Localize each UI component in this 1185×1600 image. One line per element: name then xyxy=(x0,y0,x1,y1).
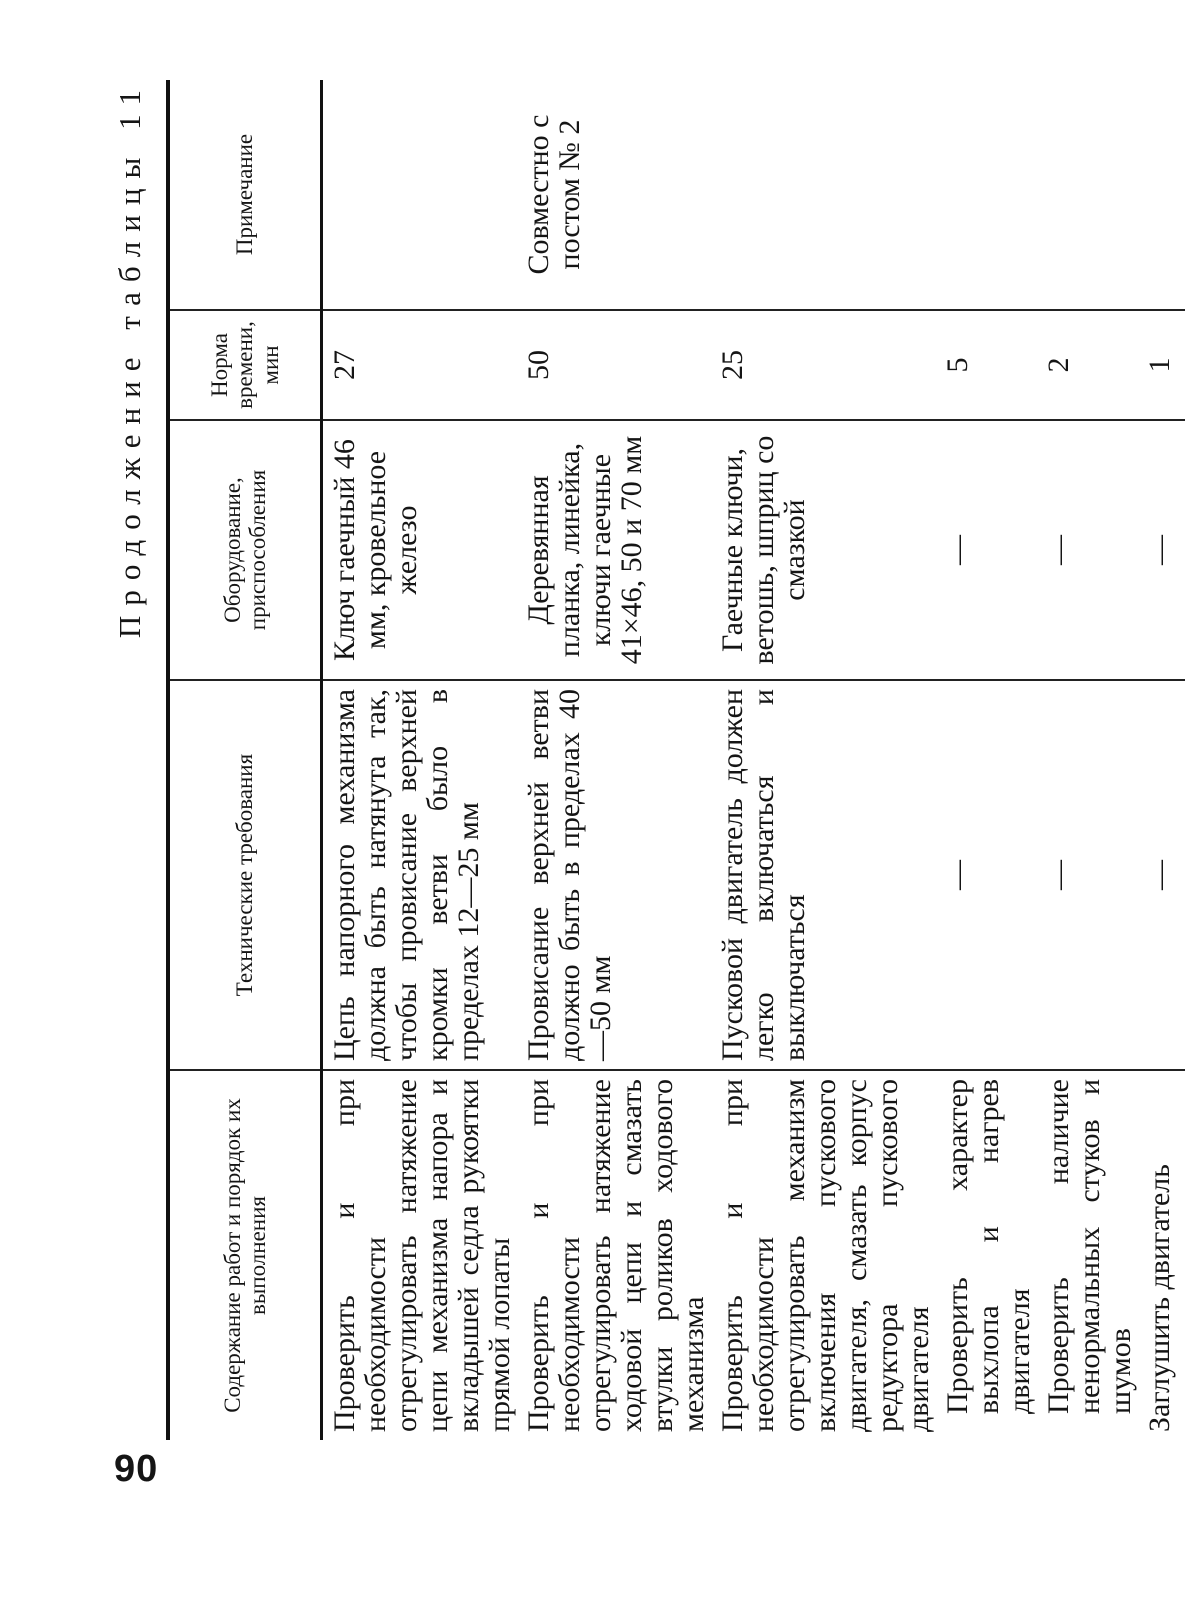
cell-time: 2 xyxy=(1037,310,1138,420)
cell-work: Проверить наличие ненормальных стуков и шумов xyxy=(1042,1079,1137,1414)
cell-requirements: Пусковой двигатель должен легко включаться и выключаться xyxy=(711,680,936,1070)
table-header-row xyxy=(168,80,322,1440)
cell-note xyxy=(936,80,1037,310)
cell-note xyxy=(322,80,518,310)
header-requirements: Технические требования xyxy=(168,680,322,1070)
cell-equipment: Ключ гаечный 46 мм, кровельное железо xyxy=(322,420,518,680)
maintenance-table xyxy=(166,80,1185,1440)
cell-equipment: — xyxy=(936,420,1037,680)
cell-time: 50 xyxy=(517,310,711,420)
cell-requirements: — xyxy=(1037,680,1138,1070)
cell-work: Проверить и при необходимости отрегулировать натяжение ходовой цепи и смазать втулки роликов ходового механизма xyxy=(522,1079,710,1432)
cell-requirements: — xyxy=(936,680,1037,1070)
table-row xyxy=(711,80,936,1440)
cell-work: Заглушить двигатель xyxy=(1143,1164,1176,1432)
cell-time: 27 xyxy=(322,310,518,420)
cell-work: Проверить и при необходимости отрегулировать натяжение цепи механизма напора и вкладышей седла рукоятки прямой лопаты xyxy=(328,1079,516,1432)
cell-time: 1 xyxy=(1138,310,1185,420)
cell-equipment: Гаечные ключи, ветошь, шприц со смазкой xyxy=(711,420,936,680)
table-row xyxy=(936,80,1037,1440)
table-row xyxy=(1138,80,1185,1440)
cell-note: Совместно с постом № 2 xyxy=(517,80,711,310)
header-note: Примечание xyxy=(168,80,322,310)
table-row xyxy=(322,80,518,1440)
cell-equipment: — xyxy=(1037,420,1138,680)
cell-time: 25 xyxy=(711,310,936,420)
cell-requirements: Провисание верхней ветви должно быть в пределах 40—50 мм xyxy=(517,680,711,1070)
continuation-label: Продолжение таблицы 11 xyxy=(112,80,147,639)
table-row xyxy=(517,80,711,1440)
table-row xyxy=(1037,80,1138,1440)
cell-equipment: — xyxy=(1138,420,1185,680)
cell-time: 5 xyxy=(936,310,1037,420)
header-time: Норма времени, мин xyxy=(168,310,322,420)
cell-requirements: Цепь напорного механизма должна быть натянута так, чтобы провисание верхней кромки ветви было в пределах 12—25 мм xyxy=(322,680,518,1070)
cell-work: Проверить и при необходимости отрегулировать механизм включения пускового двигателя, смазать корпус редуктора пускового двигателя xyxy=(716,1079,935,1432)
header-work: Содержание работ и порядок их выполнения xyxy=(168,1070,322,1440)
cell-note xyxy=(1138,80,1185,310)
rotated-page-content xyxy=(100,80,1176,1440)
cell-note xyxy=(1037,80,1138,310)
page-number: 90 xyxy=(114,1448,159,1490)
header-equipment: Оборудование, приспособления xyxy=(168,420,322,680)
cell-equipment: Деревянная планка, линейка, ключи гаечные 41×46, 50 и 70 мм xyxy=(517,420,711,680)
cell-note xyxy=(711,80,936,310)
cell-requirements: — xyxy=(1138,680,1185,1070)
cell-work: Проверить характер выхлопа и нагрев двигателя xyxy=(941,1079,1036,1414)
